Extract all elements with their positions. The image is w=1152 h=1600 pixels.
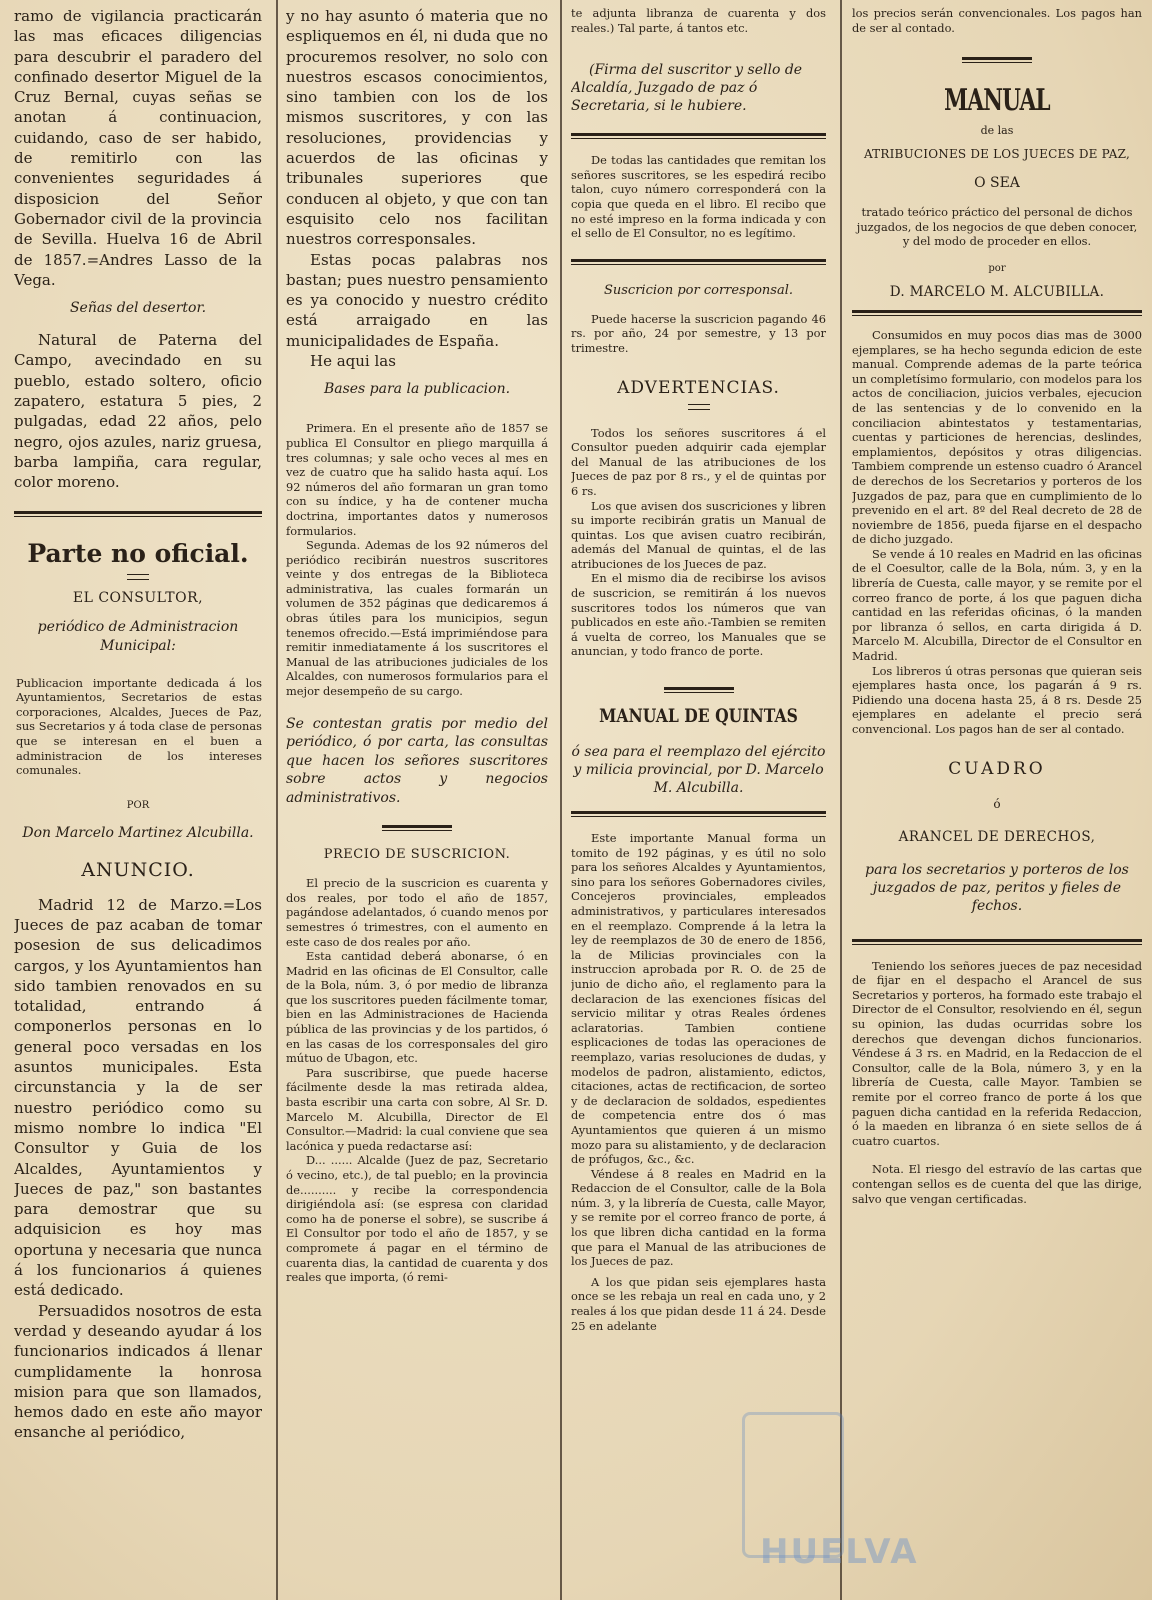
base-segunda: Segunda. Ademas de los 92 números del periódico recibirán nuestros suscritores veinte y dos entregas de la Biblioteca administrativa, las cuales formarán un volumen de 352 páginas que dedicaremos á obras útiles para los municipios, segun tenemos ofrecido.—Está imprimiéndose para remitir inmediatamente á los suscritores el Manual de las atribuciones judiciales de los Alcaldes, con numerosos formularios para el mejor desempeño de su cargo. [286,538,548,699]
quintas-paragraph-1: Este importante Manual forma un tomito de 192 páginas, y es útil no solo para los señores Alcaldes y Ayuntamientos, sino para los señores Gobernadores civiles, Concejeros provinciales, empleados administrativos, y particulares interesados en el reemplazo. Comprende á la letra la ley de reemplazos de 30 de enero de 1856, la de Milicias provinciales con la instruccion aprobada por R. O. de 25 de junio de dicho año, el reglamento para la declaracion de las exenciones físicas del servicio militar y otras Reales órdenes aclaratorias. Tambien contiene esplicaciones de todas las operaciones de reemplazo, varias resoluciones de dudas, y modelos de padron, alistamiento, edictos, citaciones, actas de rectificacion, de sorteo y de declaracion de soldados, espedientes de competencia entre dos ó mas Ayuntamientos que quieren á un mismo mozo para su alistamiento, y de declaracion de prófugos, &c., &c. [571,831,826,1167]
cuadro-title: CUADRO [948,758,1046,779]
recibo-text: De todas las cantidades que remitan los señores suscritores, se les espedirá recibo talon, cuyo número corresponderá con la copia que queda en el libro. El recibo que no esté impreso en la forma indicada y con el sello de El Consultor, no es legítimo. [571,153,826,241]
base-primera: Primera. En el presente año de 1857 se publica El Consultor en pliego marquilla á tres columnas; y sale ocho veces al mes en vez de cuatro que ha salido hasta aquí. Los 92 números del año formaran un gran tomo con su índice, y ha de contener mucha doctrina, importantes datos y numerosos formularios. [286,421,548,538]
manual-paragraph-2: Se vende á 10 reales en Madrid en las oficinas de el Coesultor, calle de la Bola, núm. 3, y en la librería de Cuesta, calle mayor, y se remite por el correo franco de porte, á los que paguen dicha cantidad en las referidas oficinas, ó la manden por libranza ó sellos, en carta dirigida á D. Marcelo M. Alcubilla, Director de el Consultor en Madrid. [852,546,1142,664]
anuncio-paragraph-1: Madrid 12 de Marzo.=Los Jueces de paz acaban de tomar posesion de sus delicadimos cargos, y los Ayuntamientos han sido tambien renovados en su totalidad, entrando á componerlos personas en lo general poco versadas en los asuntos municipales. Esta circunstancia y la de ser nuestro periódico como su mismo nombre lo indica "El Consultor y Guia de los Alcaldes, Ayuntamientos y Jueces de paz," son bastantes para demostrar que su adquisicion es hoy mas oportuna y necesaria que nunca á los funcionarios á quienes está dedicado. [14,895,262,1300]
bases-title: Bases para la publicacion. [323,381,511,398]
de-las-label: de las [980,124,1014,138]
column-1 [14,6,262,1594]
precio-paragraph-2: Esta cantidad deberá abonarse, ó en Madrid en las oficinas de El Consultor, calle de la Bola, núm. 3, ó por medio de libranza que los suscritores pueden fácilmente tomar, bien en las Administraciones de Hacienda pública de las provincias y de los partidos, ó en las casas de los corresponsales del giro mútuo de Ubagon, etc. [286,949,548,1066]
manual-quintas-subtitle: ó sea para el reemplazo del ejército y milicia provincial, por D. Marcelo M. Alcubilla. [571,744,826,797]
manual-paragraph-1: Consumidos en muy pocos dias mas de 3000 ejemplares, se ha hecho segunda edicion de este manual. Comprende ademas de la parte teórica un completísimo formulario, con modelos para los actos de conciliacion, juicios verbales, ejecucion de las sentencias y de lo convenido en la conciliacion abintestatos y testamentarias, cuentas y particiones de herencias, deslindes, emplamientos, depósitos y otras diligencias. Tambiem comprende un estenso cuadro ó Arancel de derechos de los Secretarios y porteros de los Juzgados de paz, para que en cumplimiento de lo prevenido en el art. 8º del Real decreto de 28 de noviembre de 1856, pueda fijarse en el despacho de dicho juzgado. [852,327,1142,547]
publicacion-text: Publicacion importante dedicada á los Ayuntamientos, Secretarios de estas corporaciones, Alcaldes, Jueces de Paz, sus Secretarios y á toda clase de personas que se interesan en el buen a administracion de los intereses comunales. [16,675,262,778]
column-rule [276,0,278,1600]
senas-text: Natural de Paterna del Campo, avecindado en su pueblo, estado soltero, oficio zapatero, estatura 5 pies, 2 pulgadas, edad 22 años, pelo negro, ojos azules, nariz gruesa, barba lampiña, cara regular, color moreno. [14,331,262,492]
section-rule [852,310,1142,316]
section-rule [571,133,826,139]
consultor-subtitle: periódico de Administracion Municipal: [37,618,239,654]
ornament [127,574,149,580]
precios-text: los precios serán convencionales. Los pagos han de ser al contado. [852,6,1142,35]
separator [382,825,452,833]
por-label: POR [126,799,150,811]
consultor-paragraph-2: Estas pocas palabras nos bastan; pues nuestro pensamiento es ya conocido y nuestro crédito está arraigado en las municipalidades de España. [286,250,548,350]
consultor-title: EL CONSULTOR, [72,589,204,606]
column-rule [840,0,842,1600]
tratado-text: tratado teórico práctico del personal de dichos juzgados, de los negocios de que deben conocer, y del modo de proceder en ellos. [856,205,1138,249]
column-4 [852,6,1142,1594]
advertencias-paragraph-1: Todos los señores suscritores á el Consultor pueden adquirir cada ejemplar del Manual de las atribuciones de los Jueces de paz por 8 rs., y el de quintas por 6 rs. [571,425,826,498]
column-rule [560,0,562,1600]
senas-title: Señas del desertor. [69,300,207,317]
o-label: ó [993,796,1001,811]
corresponsal-title: Suscricion por corresponsal. [603,282,793,298]
desertor-notice: ramo de vigilancia practicarán las mas eficaces diligencias para descubrir el paradero del confinado desertor Miguel de la Cruz Bernal, cuyas señas se anotan á continuacion, cuidando, caso de ser habido, de remitirlo con las convenientes seguridades á disposicion del Señor Gobernador civil de la provincia de Sevilla. Huelva 16 de Abril de 1857.=Andres Lasso de la Vega. [14,7,262,289]
anuncio-title: ANUNCIO. [81,858,195,881]
parte-no-oficial-title: Parte no oficial. [27,538,249,568]
section-rule [571,811,826,817]
section-rule [571,259,826,265]
quintas-paragraph-2: Véndese á 8 reales en Madrid en la Redaccion de el Consultor, calle de la Bola núm. 3, y la librería de Cuesta, calle Mayor, y se remite por el correo franco de porte, á los que libren dicha cantidad en la forma que para el Manual de las atribuciones de los Jueces de paz. [571,1166,826,1269]
column-3 [571,6,826,1594]
o-sea-label: O SEA [974,175,1020,192]
precio-paragraph-4: D... ...... Alcalde (Juez de paz, Secretario ó vecino, etc.), de tal pueblo; en la provincia de.......... y recibe la correspondencia dirigiéndola así: (se espresa con claridad como ha de ponerse el sobre), se suscribe á El Consultor por todo el año de 1857, y se compromete á pagar en el término de cuarenta dias, la cantidad de cuarenta y dos reales que importa, (ó remi- [286,1153,548,1285]
advertencias-paragraph-3: En el mismo dia de recibirse los avisos de suscricion, se remitirán á los nuevos suscritores todos los números que van publicados en este año.-Tambien se remiten á vuelta de correo, los Manuales que se anuncian, y todo franco de porte. [571,571,826,659]
separator [664,687,734,695]
consultor-paragraph-1: y no hay asunto ó materia que no espliquemos en él, ni duda que no procuremos resolver, no solo con nuestros escasos conocimientos, sino tambien con los de los mismos suscritores, y con las resoluciones, providencias y acuerdos de las oficinas y tribunales superiores que conducen al objeto, y que con tan esquisito celo nos facilitan nuestros corresponsales. [286,7,548,249]
anuncio-paragraph-2: Persuadidos nosotros de esta verdad y deseando ayudar á los funcionarios indicados á llenar cumplidamente la honrosa mision para que son llamados, hemos dado en este año mayor ensanche al periódico, [14,1301,262,1442]
consultor-paragraph-3: He aqui las [310,352,396,371]
manual-title: MANUAL [944,83,1050,119]
por-label: por [988,262,1006,274]
manual-quintas-title: MANUAL DE QUINTAS [599,705,798,728]
contestan-note: Se contestan gratis por medio del periódico, ó por carta, las consultas que hacen los señores suscritores sobre actos y negocios administrativos. [286,715,548,806]
section-rule [852,939,1142,945]
quintas-paragraph-3: A los que pidan seis ejemplares hasta once se les rebaja un real en cada uno, y 2 reales á los que pidan desde 11 á 24. Desde 25 en adelante [571,1274,826,1333]
arancel-paragraph: Teniendo los señores jueces de paz necesidad de fijar en el despacho el Arancel de sus Secretarios y porteros, ha formado este trabajo el Director de el Consultor, resolviendo en él, segun su opinion, las dudas ocurridas sobre los derechos que devengan dichos funcionarios. Véndese á 3 rs. en Madrid, en la Redaccion de el Consultor, calle de la Bola, número 3, y en la librería de Cuesta, calle Mayor. Tambien se remite por el correo franco de porte á los que paguen dicha cantidad en la referida Redaccion, ó la maeden en libranza ó en siete sellos de á cuatro cuartos. [852,958,1142,1148]
arancel-subtitle: para los secretarios y porteros de los juzgados de paz, peritos y fieles de fechos. [865,861,1129,914]
precio-title: PRECIO DE SUSCRICION. [323,847,511,863]
nota-text: Nota. El riesgo del estravío de las cartas que contengan sellos es de cuenta del que las dirige, salvo que vengan certificadas. [852,1162,1142,1206]
manual-paragraph-3: Los libreros ú otras personas que quieran seis ejemplares hasta once, los pagarán á 9 rs. Pidiendo una docena hasta 25, á 8 rs. Desde 25 ejemplares en adelante el precio será convencional. Los pagos han de ser al contado. [852,663,1142,736]
arancel-title: ARANCEL DE DERECHOS, [898,828,1096,845]
section-rule [14,511,262,517]
library-stamp-text: HUELVA [760,1532,919,1572]
firma-note: (Firma del suscritor y sello de Alcaldía, Juzgado de paz ó Secretaria, si le hubiere. [571,62,803,115]
separator [962,57,1032,65]
column-2 [286,6,548,1594]
precio-paragraph-1: El precio de la suscricion es cuarenta y dos reales, por todo el año de 1857, pagándose adelantados, ó cuando menos por semestres ó trimestres, con el aumento en este caso de dos reales por año. [286,876,548,949]
libranza-text: te adjunta libranza de cuarenta y dos reales.) Tal parte, á tantos etc. [571,6,826,35]
atribuciones-title: ATRIBUCIONES DE LOS JUECES DE PAZ, [863,147,1131,162]
advertencias-paragraph-2: Los que avisen dos suscriciones y libren su importe recibirán gratis un Manual de quintas. Los que avisen cuatro recibirán, además del Manual de quintas, el de las atribuciones de los Jueces de paz. [571,498,826,571]
author-name: D. MARCELO M. ALCUBILLA. [889,283,1105,300]
author-name: Don Marcelo Martinez Alcubilla. [22,824,254,841]
precio-paragraph-3: Para suscribirse, que puede hacerse fácilmente desde la mas retirada aldea, basta escribir una carta con sobre, Al Sr. D. Marcelo M. Alcubilla, Director de El Consultor.—Madrid: la cual conviene que sea lacónica y pueda redactarse así: [286,1065,548,1153]
ornament [688,404,710,410]
corresponsal-text: Puede hacerse la suscricion pagando 46 rs. por año, 24 por semestre, y 13 por trimestre. [571,311,826,355]
advertencias-title: ADVERTENCIAS. [617,377,780,398]
